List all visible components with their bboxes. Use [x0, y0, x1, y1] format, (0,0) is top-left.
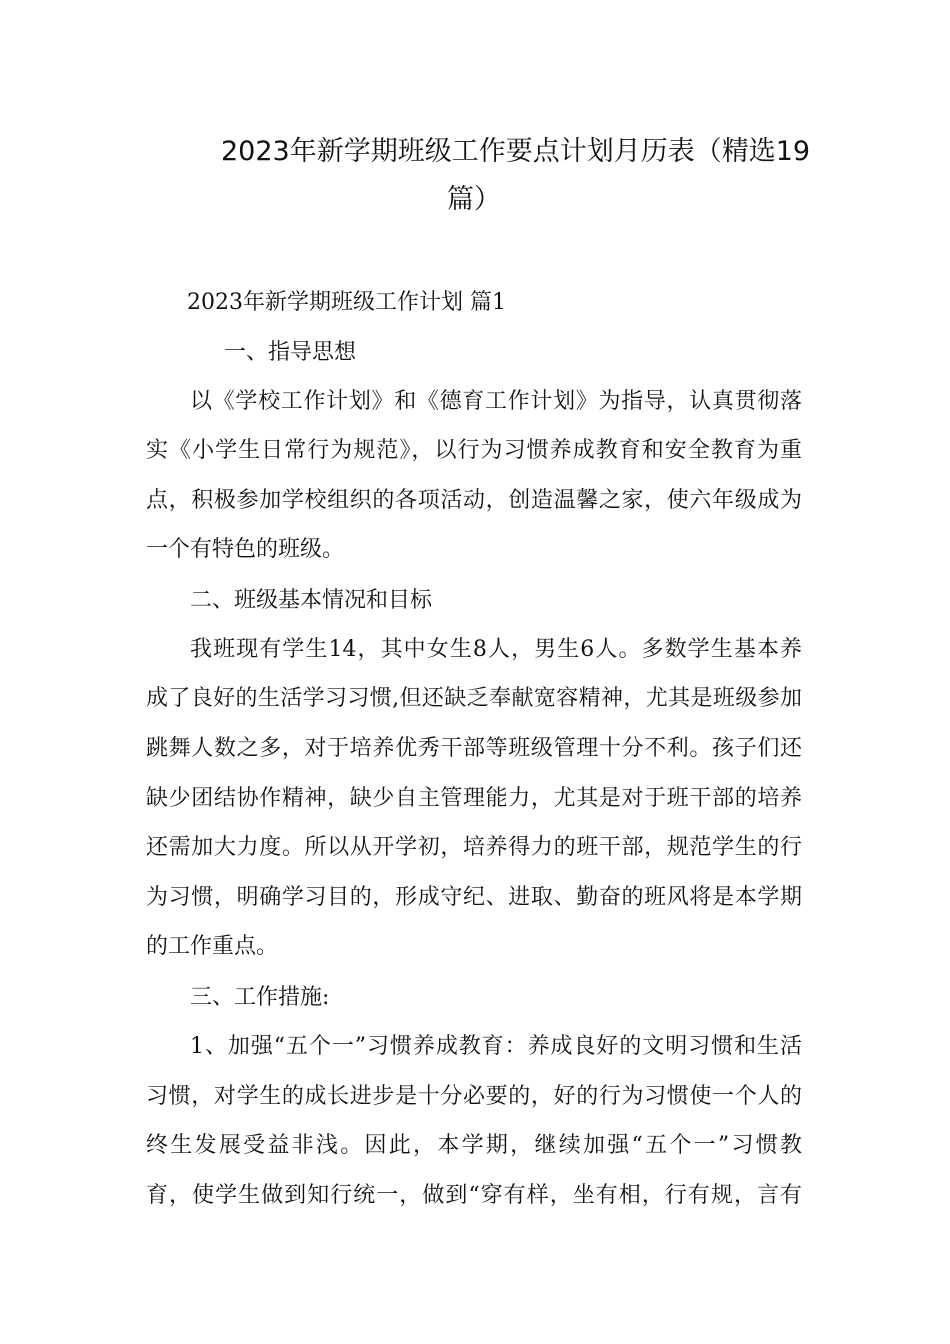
paragraph-line: 以《学校工作计划》和《德育工作计划》为指导，认真贯彻落 — [190, 389, 802, 414]
paragraph-line: 实《小学生日常行为规范》，以行为习惯养成教育和安全教育为重 — [146, 438, 802, 463]
section-heading: 二、班级基本情况和目标 — [190, 588, 433, 613]
paragraph-line: 1、加强“五个一”习惯养成教育：养成良好的文明习惯和生活 — [190, 1034, 802, 1059]
paragraph-line: 缺少团结协作精神，缺少自主管理能力，尤其是对于班干部的培养 — [146, 786, 802, 811]
paragraph-line: 为习惯，明确学习目的，形成守纪、进取、勤奋的班风将是本学期 — [146, 885, 802, 910]
section-heading: 一、指导思想 — [224, 340, 357, 365]
paragraph-line: 的工作重点。 — [146, 934, 279, 959]
paragraph-line: 终生发展受益非浅。因此，本学期，继续加强“五个一”习惯教 — [146, 1133, 802, 1158]
document-title-line-2: 篇） — [447, 184, 501, 215]
paragraph-line: 点，积极参加学校组织的各项活动，创造温馨之家，使六年级成为 — [146, 488, 802, 513]
paragraph-line: 一个有特色的班级。 — [146, 537, 345, 562]
paragraph-line: 跳舞人数之多，对于培养优秀干部等班级管理十分不利。孩子们还 — [146, 736, 802, 761]
paragraph-line: 育，使学生做到知行统一，做到“穿有样，坐有相，行有规，言有 — [146, 1183, 802, 1208]
document-title-line-1: 2023年新学期班级工作要点计划月历表（精选19 — [221, 136, 811, 167]
section-heading: 三、工作措施: — [190, 985, 330, 1010]
paragraph-line: 我班现有学生14，其中女生8人，男生6人。多数学生基本养 — [190, 637, 802, 662]
paragraph-line: 习惯，对学生的成长进步是十分必要的，好的行为习惯使一个人的 — [146, 1084, 802, 1109]
paragraph-line: 成了良好的生活学习习惯,但还缺乏奉献宽容精神，尤其是班级参加 — [146, 686, 802, 711]
paragraph-line: 还需加大力度。所以从开学初，培养得力的班干部，规范学生的行 — [146, 835, 802, 860]
section-heading-article: 2023年新学期班级工作计划 篇1 — [187, 290, 506, 315]
